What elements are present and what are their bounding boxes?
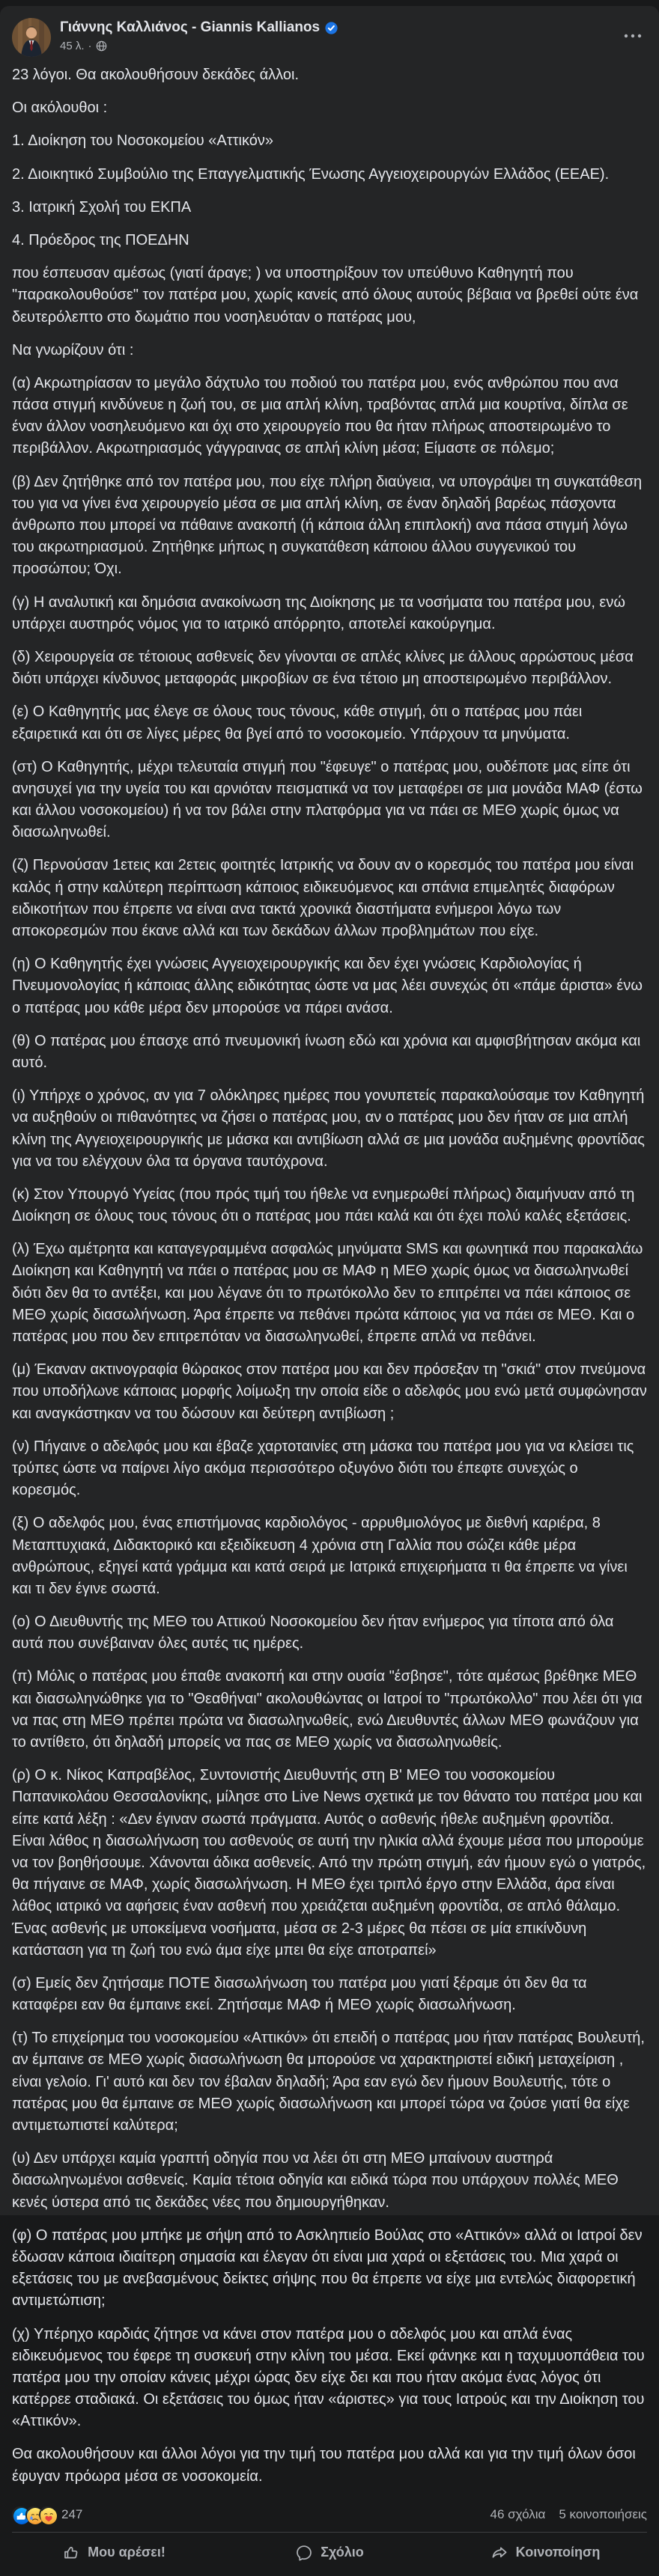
post-paragraph: (ε) Ο Καθηγητής μας έλεγε σε όλους τους τόνους, κάθε στιγμή, ότι ο πατέρας μου πάει εξαιρετικά και ότι σε λίγες μέρες θα βγεί από το νοσοκομείο. Υπάρχουν τα μηνύματα.: [12, 703, 583, 742]
post-paragraph: 2. Διοικητικό Συμβούλιο της Επαγγελματικής Ένωσης Αγγειοχειρουργών Ελλάδος (ΕΕΑΕ).: [12, 165, 610, 183]
post-paragraph: 4. Πρόεδρος της ΠΟΕΔΗΝ: [12, 231, 189, 248]
post-paragraph: (κ) Στον Υπουργό Υγείας (που πρός τιμή του ήθελε να ενημερωθεί πλήρως) διαμήνυαν από τη Διοίκηση σε όλους τους τόνους ότι ο πατέρας μου πάει καλά και ότι έχει πολύ καλές εξετάσεις.: [12, 1185, 635, 1225]
post-paragraph: (θ) Ο πατέρας μου έπασχε από πνευμονική ίνωση εδώ και χρόνια και αμφισβήτησαν ακόμα και αυτό.: [12, 1032, 641, 1071]
comment-icon: [295, 2544, 313, 2562]
action-bar: [0, 2533, 659, 2575]
engagement-row: [0, 2499, 659, 2532]
avatar-photo: [12, 18, 51, 57]
post-paragraph: (υ) Δεν υπάρχει καμία γραπτή οδηγία που να λέει ότι στη ΜΕΘ μπαίνουν αυστηρά διασωληνωμένοι ασθενείς. Καμία τέτοια οδηγία και ειδικά τώρα που υπάρχουν πολλές ΜΕΘ κενές ύστερα από τις δεκάδες νέες που δημιουργήθηκαν.: [12, 2150, 619, 2211]
globe-icon: [96, 40, 107, 52]
post-paragraph: 3. Ιατρική Σχολή του ΕΚΠΑ: [12, 198, 192, 216]
post-paragraph: (ρ) Ο κ. Νίκος Καπραβέλος, Συντονιστής Διευθυντής στη Β' ΜΕΘ του νοσοκομείου Παπανικολάου Θεσσαλονίκης, μίλησε στο Live News σχετικά με τον θάνατο του πατέρα μου και είπε κατά λέξη : «Δεν έγιναν σωστά πράγματα. Αυτός ο ασθενής ήθελε αυξημένη φροντίδα. Είναι λάθος η διασωλήνωση του ασθενούς σε αυτή την ηλικία αλλά έχουμε μέσα που μπορούμε να τον βοηθήσουμε. Χάνονται άδικα ασθενείς. Από την πρώτη στιγμή, εάν ήμουν εγώ ο γιατρός, θα πήγαινε σε ΜΑΦ, χωρίς διασωλήνωση. Η ΜΕΘ έχει τριπλό έργο στην Ελλάδα, άρα είναι λάθος ιατρικό να αφήσεις έναν ασθενή που χρειάζεται αυξημένη φροντίδα, σε απλό θάλαμο. Ένας ασθενής με υποκείμενα νοσήματα, μέσα σε 2-3 μέρες θα πέσει σε μία επικίνδυνη κατάσταση για τη ζωή του ενώ άμα είχε μπει θα είχε αποτραπεί»: [12, 1767, 646, 1959]
post-timestamp[interactable]: 45 λ.: [60, 40, 85, 52]
reaction-count[interactable]: 247: [61, 2506, 83, 2521]
like-button-label: Μου αρέσει!: [88, 2545, 165, 2560]
post-paragraph: (τ) Το επιχείρημα του νοσοκομείου «Αττικόν» ότι επειδή ο πατέρας μου ήταν πατέρας Βουλευτή, αν έμπαινε σε ΜΕΘ χωρίς διασωλήνωση θα μπορούσε να χαρακτηριστεί ειδική μεταχείριση , είναι γελοίο. Γι' αυτό και δεν τον έβαλαν δηλαδή; Άρα εαν εγώ δεν ήμουν Βουλευτής, τότε ο πατέρας μου θα έμπαινε σε ΜΕΘ χωρίς διασωλήνωση και μπορεί τώρα να ζούσε γιατί θα είχε αντιμετωπιστεί καλύτερα;: [12, 2030, 645, 2134]
verified-badge-icon: [325, 22, 338, 34]
post-paragraph: (χ) Υπέρηχο καρδιάς ζήτησε να κάνει στον πατέρα μου ο αδελφός μου και απλά ένας ειδικευόμενος του έφερε τη συσκευή στην κλίνη του μέσα. Εκεί φάνηκε και η ταχυμυοπάθεια του πατέρα μου την οποίαν κάνεις μέχρι ώρας δεν είχε δει και που ήταν ακόμα ένας λόγος ότι κατέρρεε σταδιακά. Οι εξετάσεις του όμως ήταν «άριστες» για τους Ιατρούς και την Διοίκηση του «Αττικόν».: [12, 2325, 645, 2430]
shares-count[interactable]: 5 κοινοποιήσεις: [559, 2506, 647, 2521]
post-paragraph: 1. Διοίκηση του Νοσοκομείου «Αττικόν»: [12, 132, 274, 150]
post-paragraph: (ι) Υπήρχε ο χρόνος, αν για 7 ολόκληρες ημέρες που γονυπετείς παρακαλούσαμε τον Καθηγητή να αυξηθούν οι πιθανότητες να ζήσει ο πατέρας μου, αν ο πατέρας μου δεν ήταν σε μια απλή κλίνη της Αγγειοχειρουργικής με μάσκα και αντιβίωση αλλά σε μια μονάδα αυξημένης φροντίδας για να του ελέγχουν όλα τα όργανα ταυτόχρονα.: [12, 1087, 645, 1170]
share-icon: [491, 2544, 508, 2562]
post-text: [0, 63, 659, 2499]
post-paragraph: (β) Δεν ζητήθηκε από τον πατέρα μου, που είχε πλήρη διαύγεια, να υπογράψει τη συγκατάθεση του για να γίνει ένα χειρουργείο μέσα σε μια απλή κλίνη, σε έναν δηλαδή βαρέως πάσχοντα άνθρωπο που μπορεί να πάθαινε ανακοπή (ή κάποια άλλη επιπλοκή) ανα πάσα στιγμή λόγω του ακρωτηριασμού. Ζητήθηκε μήπως η συγκατάθεση κάποιου άλλου συγγενικού του προσώπου; Όχι.: [12, 473, 643, 578]
post-paragraph: Να γνωρίζουν ότι :: [12, 341, 134, 358]
post-paragraph: (δ) Χειρουργεία σε τέτοιους ασθενείς δεν γίνονται σε απλές κλίνες με άλλους αρρώστους μέσα διότι υπάρχει κίνδυνος μεταφοράς μικροβίων σε ένα τέτοιο μη αποστειρωμένο περιβάλλον.: [12, 648, 634, 688]
header-meta: [60, 18, 619, 52]
post-paragraph: (π) Μόλις ο πατέρας μου έπαθε ανακοπή και στην ουσία "έσβησε", τότε αμέσως βρέθηκε ΜΕΘ και διασωληνώθηκε για το "Θεαθήναι" ακολουθώντας οι Ιατροί το "πρωτόκολλο" που λέει ότι για να πας στη ΜΕΘ πρέπει πρώτα να διασωληνωθείς, ενώ Διευθυντές άλλων ΜΕΘ φωνάζουν για το αντίθετο, ότι δηλαδή μπορείς να πας σε ΜΕΘ χωρίς να διασωληνωθείς.: [12, 1668, 643, 1751]
post-paragraph: (α) Ακρωτηρίασαν το μεγάλο δάχτυλο του ποδιού του πατέρα μου, ενός ανθρώπου που ανα πάσα στιγμή κινδύνευε η ζωή του, σε μια απλή κλίνη, τραβόντας απλά μια κουρτίνα, δίπλα σε έναν άλλον νοσηλευόμενο και όχι στο χειρουργείο που θα ήταν πλήρως αποστειρωμένο το περιβάλλον. Ακρωτηριασμός γάγγραινας σε απλή κλίνη μέσα; Είμαστε σε πόλεμο;: [12, 374, 628, 457]
more-options-button[interactable]: [619, 22, 647, 49]
care-reaction-icon: [39, 2506, 55, 2523]
post-paragraph: (λ) Έχω αμέτρητα και καταγεγραμμένα ασφαλώς μηνύματα SMS και φωνητικά που παρακαλάω Διοίκηση και Καθηγητή να πάει ο πατέρας μου σε ΜΑΦ η ΜΕΘ χωρίς όμως να διασωληνωθεί διότι δεν θα το αντέξει, και μου λέγανε ότι το πρωτόκολλο δεν το επιτρέπει να πάει κάποιος σε ΜΕΘ χωρίς διασωλήνωση. Άρα έπρεπε να πεθάνει πρώτα κάποιος για να πάει σε ΜΕΘ. Και ο πατέρας μου που δεν επιτρεπόταν να διασωληνωθεί, έπρεπε απλά να πεθάνει.: [12, 1241, 643, 1345]
post-paragraph: που έσπευσαν αμέσως (γιατί άραγε; ) να υποστηρίξουν τον υπεύθυνο Καθηγητή που "παρακολουθούσε" τον πατέρα μου, χωρίς κανείς από όλους αυτούς βέβαια να βρεθεί ούτε ένα δευτερόλεπτο στο δωμάτιο που νοσηλευόταν ο πατέρας μου,: [12, 265, 639, 326]
avatar[interactable]: [12, 18, 51, 57]
share-button-label: Κοινοποίηση: [515, 2545, 601, 2560]
post-paragraph: (ξ) Ο αδελφός μου, ένας επιστήμονας καρδιολόγος - αρρυθμιολόγος με διεθνή καριέρα, 8 Μεταπτυχιακά, Διδακτορικό και εξειδίκευση 4 χρόνια στη Γαλλία που σώζει κάθε μέρα ανθρώπους, εξηγεί κατά γράμμα και κατά σειρά με Ιατρικά επιχειρήματα τι θα έπρεπε να γίνει και τι δεν έγινε σωστά.: [12, 1515, 628, 1597]
post-paragraph: 23 λόγοι. Θα ακολουθήσουν δεκάδες άλλοι.: [12, 67, 299, 83]
post-paragraph: (γ) Η αναλυτική και δημόσια ανακοίνωση της Διοίκησης με τα νοσήματα του πατέρα μου, ενώ υπάρχει αυστηρός νόμος για το ιατρικό απόρρητο, αποτελεί κακούργημα.: [12, 593, 625, 632]
thumbs-up-icon: [62, 2544, 80, 2562]
post-paragraph: (ν) Πήγαινε ο αδελφός μου και έβαζε χαρτοταινίες στη μάσκα του πατέρα μου για να κλείσει τις τρύπες ώστε να παίρνει λίγο ακόμα περισσότερο οξυγόνο διότι του έπεφτε συνεχώς ο κορεσμός.: [12, 1438, 634, 1499]
comment-button-label: Σχόλιο: [321, 2545, 364, 2560]
post-paragraph: (ο) Ο Διευθυντής της ΜΕΘ του Αττικού Νοσοκομείου δεν ήταν ενήμερος για τίποτα από όλα αυτά που συνέβαιναν όλες αυτές τις ημέρες.: [12, 1614, 614, 1652]
comments-count[interactable]: 46 σχόλια: [490, 2506, 546, 2521]
post-paragraph: (η) Ο Καθηγητής έχει γνώσεις Αγγειοχειρουργικής και δεν έχει γνώσεις Καρδιολογίας ή Πνευμονολογίας ή κάποιας άλλης ειδικότητας ώστε να μας λέει συνεχώς ότι «πάμε άριστα» ένω ο πατέρας μου κάθε μέρα δεν μπορούσε να πάρει ανάσα.: [12, 956, 643, 1016]
reactions-summary[interactable]: [12, 2506, 82, 2523]
post-paragraph: (μ) Έκαναν ακτινογραφία θώρακος στον πατέρα μου και δεν πρόσεξαν τη "σκιά" στον πνεύμονα που υποδήλωνε κάποιας μορφής λοίμωξη την οποία είδε ο αδελφός μου ενώ μετά συμφώνησαν και αναγκάστηκαν να του δώσουν και δεύτερη αντιβίωση ;: [12, 1361, 647, 1422]
post-footer: [0, 2499, 659, 2576]
share-button[interactable]: [437, 2536, 653, 2570]
author-name[interactable]: Γιάννης Καλλιάνος - Giannis Kallianos: [60, 19, 321, 35]
post-paragraph: (φ) Ο πατέρας μου μπήκε με σήψη από το Ασκληπιείο Βούλας στο «Αττικόν» αλλά οι Ιατροί δεν έδωσαν κάποια ιδιαίτερη σημασία και έλεγαν ότι είναι μια χαρά οι εξετάσεις του. Μια χαρά οι εξετάσεις του με ανεβασμένους δείκτες σήψης που θα έπρεπε να είχε μια εντελώς διαφορετική αντιμετώπιση;: [12, 2226, 643, 2310]
post-paragraph: (ζ) Περνούσαν 1ετεις και 2ετεις φοιτητές Ιατρικής να δουν αν ο κορεσμός του πατέρα μου είναι καλός ή στην καλύτερη περίπτωση κάποιος ειδικευόμενος και σπάνια επιμελητές διαφόρων ειδικοτήτων που έπρεπε να είναι ανα τακτά χρονικά διαστήματα ενήμεροι λόγω των αποκορεσμών που έκανε αλλά και των δεκάδων άλλων προβλημάτων που είχε.: [12, 857, 634, 939]
post-paragraph: (σ) Εμείς δεν ζητήσαμε ΠΟΤΕ διασωλήνωση του πατέρα μου γιατί ξέραμε ότι δεν θα τα καταφέρει εαν θα έμπαινε εκεί. Ζητήσαμε ΜΑΦ ή ΜΕΘ χωρίς διασωλήνωση.: [12, 1974, 587, 2014]
like-button[interactable]: [6, 2536, 222, 2570]
post-paragraph: (στ) Ο Καθηγητής, μέχρι τελευταία στιγμή που "έφευγε" ο πατέρας μου, ουδέποτε μας είπε ότι ανησυχεί για την υγεία του και αρνιόταν πεισματικά να τον μεταφέρει σε μια μονάδα ΜΑΦ (έστω και άλλου νοσοκομείου) ή να τον βάλει στην πλατφόρμα για να πάει σε ΜΕΘ χωρίς όμως να διασωληνωθεί.: [12, 758, 643, 841]
post-paragraph: Θα ακολουθήσουν και άλλοι λόγοι για την τιμή του πατέρα μου αλλά και για την τιμή όλων όσοι έφυγαν πρόωρα μέσα σε νοσοκομεία.: [12, 2446, 636, 2485]
post-paragraph: Οι ακόλουθοι :: [12, 100, 108, 117]
counts: [491, 2507, 647, 2522]
facebook-post-card: [0, 6, 659, 2560]
meta-separator: ·: [88, 40, 92, 52]
ellipsis-icon: [623, 33, 643, 39]
post-header: [0, 6, 659, 63]
comment-button[interactable]: [222, 2536, 437, 2570]
